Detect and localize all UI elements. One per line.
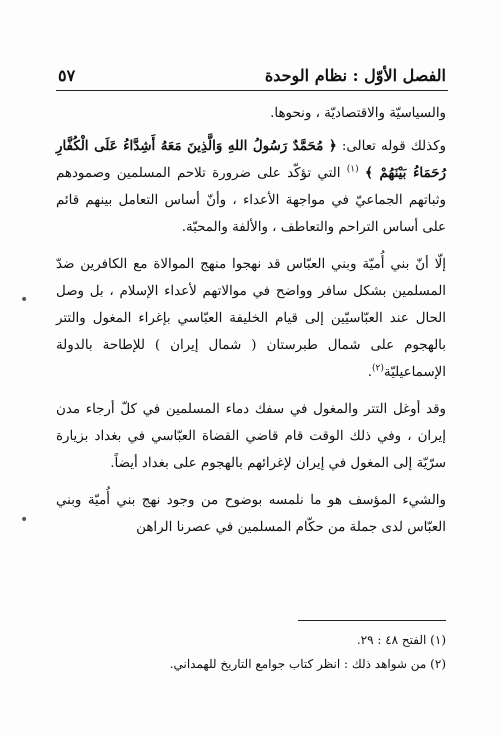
paragraph-3-text: إلّا أنّ بني أُميّة وبني العبّاس قد نهجوا منهج الموالاة مع الكافرين ضدّ المسلمين بشكل سافر وواضح في موالاتهم لأعداء الإسلام ، بل وصل الحال عند العبّاسيّين إلى قيام الخليفة العبّاسي بإغراء المغول والتتر بالهجوم على شمال طبرستان ( شمال إيران ) للإطاحة بالدولة الإسماعيليّة bbox=[56, 257, 446, 380]
paragraph-3: إلّا أنّ بني أُميّة وبني العبّاس قد نهجوا منهج الموالاة مع الكافرين ضدّ المسلمين بشكل سافر وواضح في موالاتهم لأعداء الإسلام ، بل وصل الحال عند العبّاسيّين إلى قيام الخليفة العبّاسي بإغراء المغول والتتر بالهجوم على شمال طبرستان ( شمال إيران ) للإطاحة بالدولة الإسماعيليّة$^{(٢)}$. bbox=[56, 257, 446, 380]
footnote-ref-2: (٢) bbox=[372, 363, 384, 374]
margin-mark: • bbox=[20, 292, 29, 308]
footnote-2: (٢) من شواهد ذلك : انظر كتاب جوامع التاريخ للهمداني. bbox=[169, 657, 446, 671]
page-number: ٥٧ bbox=[58, 65, 76, 85]
quran-verse: ﴿ مُحَمَّدٌ رَسُولُ اللهِ وَالَّذِينَ مَعَهُ أَشِدَّاءُ عَلَى الْكُفَّارِ رُحَمَاءُ بَيْنَهُمْ ﴾ bbox=[56, 138, 446, 181]
margin-mark: • bbox=[20, 512, 29, 528]
paragraph-1: والسياسيّة والاقتصاديّة ، ونحوها. bbox=[270, 106, 446, 121]
paragraph-2 bbox=[56, 133, 446, 241]
main-text bbox=[56, 100, 446, 551]
paragraph-4: وقد أوغل التتر والمغول في سفك دماء المسلمين في كلّ أرجاء مدن إيران ، وفي ذلك الوقت قام قاضي القضاة العبّاسي في بغداد بزيارة سرّيّة إلى المغول في إيران لإغرائهم بالهجوم على بغداد أيضاً. bbox=[56, 402, 446, 471]
paragraph-5: والشيء المؤسف هو ما نلمسه بوضوح من وجود نهج بني أُميّة وبني العبّاس لدى جملة من حكّام المسلمين في عصرنا الراهن bbox=[56, 493, 446, 535]
running-header bbox=[58, 62, 446, 88]
footnotes bbox=[56, 628, 446, 676]
footnote-ref-1: (١) bbox=[346, 164, 359, 175]
footnote-divider bbox=[298, 620, 446, 621]
footnote-1: (١) الفتح ٤٨ : ٢٩. bbox=[356, 633, 446, 647]
paragraph-2-intro: وكذلك قوله تعالى: bbox=[336, 139, 446, 154]
header-divider bbox=[56, 90, 448, 91]
chapter-title: الفصل الأوّل : نظام الوحدة bbox=[264, 65, 446, 85]
paragraph-2-body: التي تؤكّد على ضرورة تلاحم المسلمين وصمودهم وثباتهم الجماعيّ في مواجهة الأعداء ، وأنّ أساس التعامل بينهم قائم على أساس التراحم والتعاطف ، والألفة والمحبّة. bbox=[56, 166, 446, 235]
